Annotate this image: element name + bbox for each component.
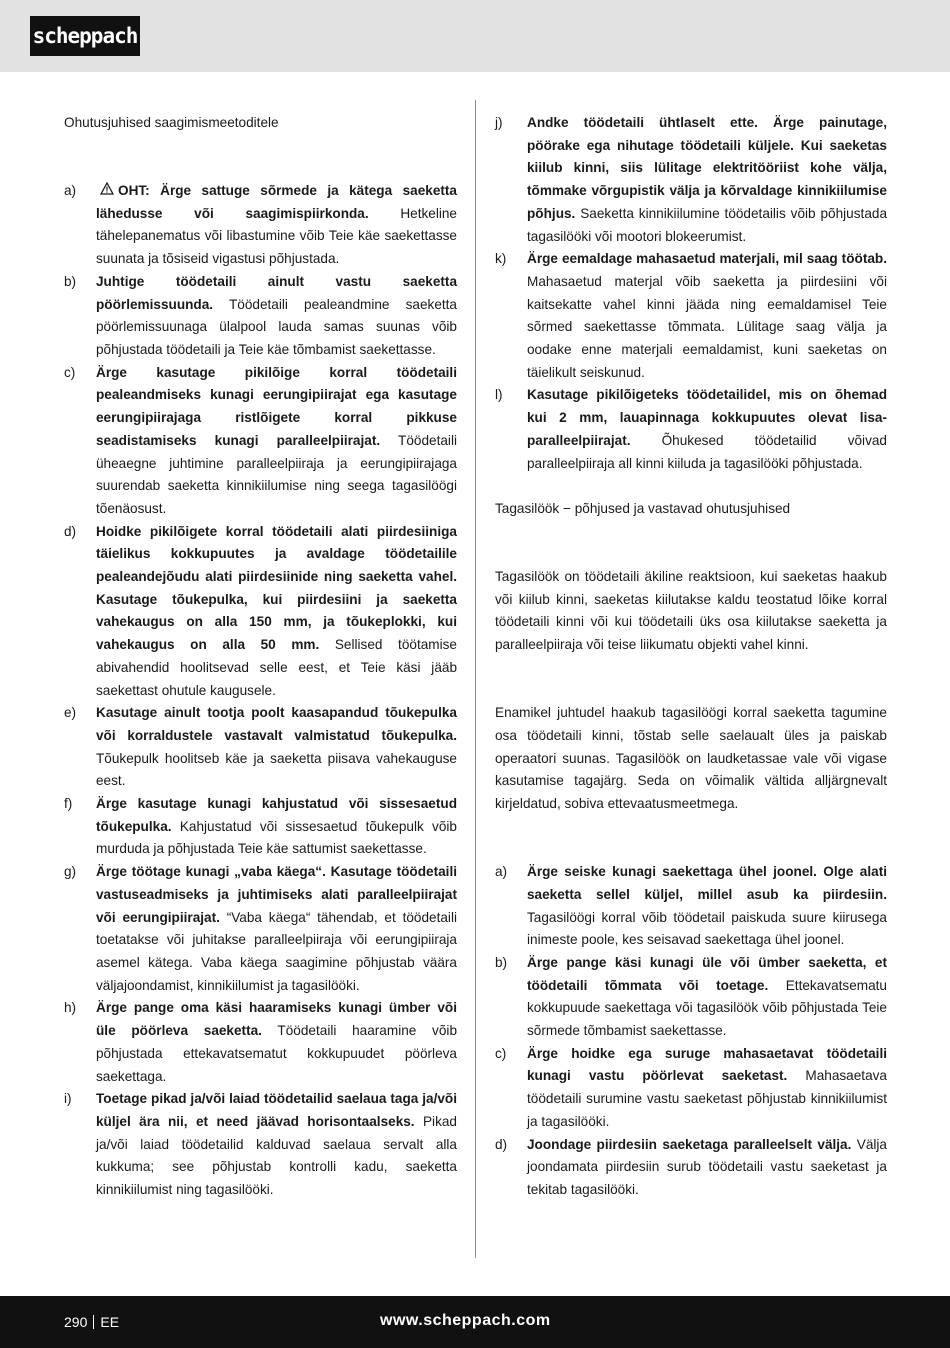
page-number-value: 290	[64, 1314, 88, 1330]
list-item	[495, 1134, 887, 1202]
language-code: EE	[100, 1314, 120, 1330]
list-item	[64, 861, 457, 997]
list-item	[64, 271, 457, 362]
item-bold-text: Ärge hoidke ega suruge mahasaetavat töödetaili kunagi vastu pöörlevat saeketast.	[527, 1045, 887, 1084]
list-item	[495, 861, 887, 952]
item-bold-text: Ärge kasutage kunagi kahjustatud või sissesaetud tõukepulka.	[96, 796, 457, 834]
item-text: Kahjustatud või sissesaetud tõukepulk võib murduda ja põhjustada Teie käe sattumist saekettasse.	[96, 818, 457, 857]
item-text: Saeketta kinnikiilumine töödetailis võib põhjustada tagasilööki või mootori blokeerumist.	[527, 205, 887, 244]
item-bold-text: Hoidke pikilõigete korral töödetaili alati piirdesiiniga täielikus kokkupuutes ja avaldage töödetailile pealeandejõudu alati piirdesiinide ning saeketta vahel. Kasutage tõukepulka, kui piirdesiini ja saeketta vahekaugus on alla 150 mm, ja tõukeplokki, kui vahekaugus on alla 50 mm.	[96, 523, 457, 653]
left-list	[64, 180, 457, 1202]
kickback-paragraph-1: Tagasilöök on töödetaili äkiline reaktsioon, kui saeketas haakub või kiilub kinni, saeketas kiilutakse kaldu teostatud lõike korral töödetaili kinni või kui töödetaili üks osa kiilutakse saeketta ja paralleelpiiraja või teise liikumatu objekti vahel kinni.	[495, 569, 887, 653]
item-bold-text: Ärge pange oma käsi haaramiseks kunagi ümber või üle pöörleva saeketta.	[96, 1000, 457, 1039]
item-text: Töödetaili haaramine võib põhjustada ettekavatsematut kokkupuudet pöörleva saekettaga.	[96, 1023, 457, 1084]
item-text: Tõukepulk hoolitseb käe ja saeketta piisava vahekauguse eest.	[96, 750, 457, 789]
item-label: a)	[495, 864, 508, 880]
item-label: g)	[64, 864, 77, 880]
item-bold-text: Kasutage pikilõigeteks töödetailidel, mis on õhemad kui 2 mm, lauapinnaga kokkupuutes olevat lisa-paralleelpiirajat.	[527, 387, 887, 448]
footer-separator	[93, 1315, 94, 1329]
item-label: j)	[495, 115, 503, 130]
section-heading-safety: Ohutusjuhised saagimismeetoditele	[64, 115, 279, 130]
item-text: Ettekavatsematu kokkupuude saekettaga või tagasilöök võib põhjustada Teie sõrmede tõmbamist saekettasse.	[527, 977, 887, 1039]
item-label: c)	[495, 1045, 507, 1061]
item-label: i)	[64, 1091, 72, 1107]
item-bold-text: Ärge seiske kunagi saekettaga ühel joonel. Olge alati saeketta sellel küljel, millel asub ka piirdesiin.	[527, 864, 887, 902]
list-item	[495, 952, 887, 1043]
left-column	[64, 112, 457, 1202]
list-item	[64, 1088, 457, 1202]
list-item	[495, 112, 887, 248]
list-item	[495, 248, 887, 384]
kickback-paragraph-2: Enamikel juhtudel haakub tagasilöögi korral saeketta tagumine osa töödetaili kinni, tõstab selle saelaualt üles ja paiskab operaatori suunas. Tagasilöök on laudketassae vale või vigase kasutamise tagajärg. Seda on võimalik vältida alljärgnevalt kirjeldatud, sobiva ettevaatusmeetmega.	[495, 705, 887, 812]
item-label: a)	[64, 183, 77, 199]
item-text: Töödetaili pealeandmine saeketta pöörlemissuunaga ülalpool lauda samas suunas võib põhjustada töödetaili ja Teie käe tõmbamist saekettasse.	[96, 296, 457, 357]
header-band	[0, 0, 950, 72]
item-label: l)	[495, 387, 503, 403]
item-label: d)	[64, 523, 77, 539]
item-bold-text: Ärge töötage kunagi „vaba käega“. Kasutage töödetaili vastuseadmiseks ja juhtimiseks alati paralleelpiirajat või eerungipiirajat.	[96, 864, 457, 925]
list-item	[64, 702, 457, 793]
item-bold-text: Ärge pange käsi kunagi üle või ümber saeketta, et töödetaili tõmmata või toetage.	[527, 954, 887, 993]
list-item	[64, 180, 457, 271]
item-text: Töödetaili üheaegne juhtimine paralleelpiiraja ja eerungipiirajaga suurendab saeketta kinnikiilumise ning seega tagasilöögi tõenäosust.	[96, 432, 457, 516]
item-label: b)	[64, 273, 77, 289]
item-bold-text: OHT: Ärge sattuge sõrmede ja kätega saeketta lähedusse või saagimispiirkonda.	[96, 183, 457, 221]
list-item	[64, 362, 457, 521]
item-text: Välja joondamata piirdesiin surub töödetaili vastu saeketast ja tekitab tagasilööki.	[527, 1136, 887, 1197]
column-divider	[475, 100, 476, 1258]
item-label: c)	[64, 364, 76, 380]
right-list-top	[495, 112, 887, 475]
website-link[interactable]: www.scheppach.com	[380, 1312, 551, 1329]
item-text: Õhukesed töödetailid võivad paralleelpiiraja all kinni kiiluda ja tagasilööki põhjustada.	[527, 432, 887, 471]
item-bold-text: Ärge eemaldage mahasaetud materjali, mil saag töötab.	[527, 251, 887, 267]
item-text: Tagasilöögi korral võib töödetail paiskuda suure kiirusega inimeste poole, kes seisavad saekettaga ühel joonel.	[527, 909, 887, 948]
right-column	[495, 112, 887, 1202]
item-bold-text: Toetage pikad ja/või laiad töödetailid saelaua taga ja/või küljel ära nii, et need jäävad horisontaalseks.	[96, 1091, 457, 1129]
item-text: Mahasaetava töödetaili surumine vastu saeketast põhjustab kinnikiilumist ja tagasilööki.	[527, 1068, 887, 1129]
item-bold-text: Kasutage ainult tootja poolt kaasapandud tõukepulka või korraldustele vastavalt valmistatud tõukepulka.	[96, 705, 457, 743]
list-item	[495, 1043, 887, 1134]
item-label: b)	[495, 954, 508, 970]
item-label: f)	[64, 796, 73, 812]
item-text: Mahasaetud materjal võib saeketta ja piirdesiini või kaitsekatte vahel kinni jääda ning eemaldamisel Teie sõrmed saekettasse tõmmata. Lülitage saag välja ja oodake enne materjali eemaldamist, kuni saeketas on täielikult seiskunud.	[527, 273, 887, 380]
item-label: e)	[64, 705, 77, 721]
page-number	[64, 1310, 119, 1334]
list-item	[64, 793, 457, 861]
footer-band	[0, 1296, 950, 1348]
item-label: d)	[495, 1136, 508, 1152]
item-bold-text: Juhtige töödetaili ainult vastu saeketta pöörlemissuunda.	[96, 273, 457, 312]
section-heading-kickback: Tagasilöök − põhjused ja vastavad ohutusjuhised	[495, 500, 791, 516]
right-list-bottom	[495, 861, 887, 1202]
item-text: Pikad ja/või laiad töödetailid kalduvad saelaua servalt alla kukkuma; see põhjustab kontrolli kadu, saeketta kinnikiilumist ning tagasilööki.	[96, 1113, 457, 1198]
item-text: Hetkeline tähelepanematus või libastumine võib Teie käe saekettasse suunata ja tõsiseid vigastusi põhjustada.	[96, 205, 457, 267]
list-item	[495, 384, 887, 475]
warning-triangle-icon	[100, 180, 114, 203]
scheppach-logo: scheppach	[30, 16, 140, 56]
list-item	[64, 997, 457, 1088]
list-item	[64, 521, 457, 703]
item-text: Sellised töötamise abivahendid hoolitsevad selle eest, et Teie käsi jääb saekettast ohutule kaugusele.	[96, 637, 457, 698]
item-label: h)	[64, 1000, 77, 1016]
item-bold-text: Ärge kasutage pikilõige korral töödetaili pealeandmiseks kunagi eerungipiirajat ega kasutage eerungipiirajaga ristlõigete korral pikkuse seadistamiseks kunagi paralleelpiirajat.	[96, 364, 457, 448]
item-bold-text: Andke töödetaili ühtlaselt ette. Ärge painutage, pöörake ega nihutage töödetaili küljele. Kui saeketas kiilub kinni, siis lülitage elektritööriist kohe välja, tõmmake võrgupistik välja ja kõrvaldage kinnikiilumise põhjus.	[527, 115, 887, 221]
item-bold-text: Joondage piirdesiin saeketaga paralleelselt välja.	[527, 1136, 852, 1152]
item-text: “Vaba käega“ tähendab, et töödetaili toetatakse või juhitakse paralleelpiiraja või eerungipiiraja asemel kätega. Vaba käega saagimine põhjustab väära väljajoondamist, kinnikiilumist ja tagasilööki.	[96, 909, 457, 993]
item-label: k)	[495, 251, 507, 267]
